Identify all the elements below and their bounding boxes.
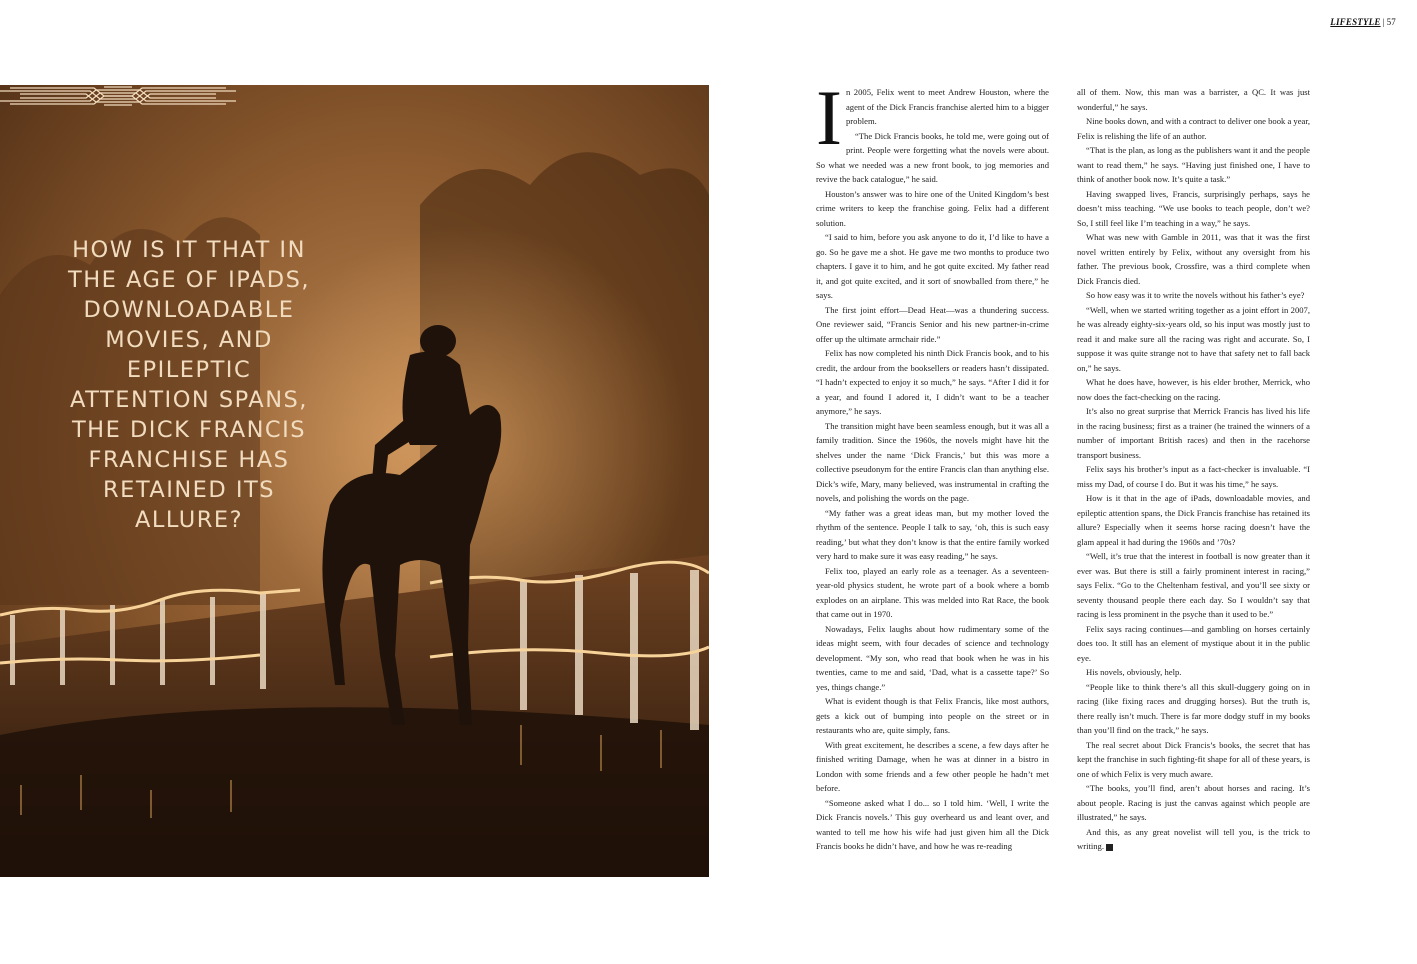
article-paragraph: Felix has now completed his ninth Dick Francis book, and to his credit, the ardour from the booksellers or readers hasn’t dissipated. “I hadn’t expected to enjoy it so much,” he says. “After I did it for a year, and found I adored it, I didn’t want to be a teacher anymore,” he says.: [816, 348, 1049, 416]
article-paragraph: What he does have, however, is his elder brother, Merrick, who now does the fact-checking on the racing.: [1077, 377, 1310, 402]
horse-rider-photo: [0, 85, 709, 877]
article-paragraph: The first joint effort—Dead Heat—was a thundering success. One reviewer said, “Francis Senior and his new partner-in-crime offer up the ultimate armchair ride.”: [816, 304, 1049, 344]
article-paragraph: The transition might have been seamless enough, but it was all a family tradition. Since the 1960s, the novels might have hit the shelves under the name ‘Dick Francis,’ but this was more a collective pseudonym for the entire Francis clan than anything else. Dick’s wife, Mary, many believed, was instrumental in crafting the novels, and polishing the words on the page.: [816, 420, 1049, 503]
paragraph-text: And this, as any great novelist will tell you, is the trick to writing.: [1077, 826, 1310, 851]
article-paragraph: [1077, 825, 1310, 854]
article-paragraph: Felix says his brother’s input as a fact-checker is invaluable. “I miss my Dad, of course I do. But it was his time,” he says.: [1077, 464, 1310, 489]
ornament-bottom: [0, 85, 236, 107]
paragraph-text: n 2005, Felix went to meet Andrew Houston, where the agent of the Dick Francis franchise alerted him to a bigger problem.: [845, 87, 1049, 126]
article-paragraph: It’s also no great surprise that Merrick Francis has lived his life in the racing business; first as a trainer (he trained the winners of a number of important British races) and then in the racehorse transport business.: [1077, 406, 1310, 460]
article-paragraph: “My father was a great ideas man, but my mother loved the rhythm of the sentence. People I talk to say, ‘oh, this is such easy reading,’ but what they don’t know is that the entire family worked very hard to make sure it was easy reading,” he says.: [816, 507, 1049, 561]
article-paragraph: What was new with Gamble in 2011, was that it was the first novel written entirely by Felix, without any oversight from his father. The previous book, Crossfire, was a third complete when Dick Francis died.: [1077, 232, 1310, 286]
article-paragraph: With great excitement, he describes a scene, a few days after he finished writing Damage, when he was at dinner in a bistro in London with some friends and a few other people he hadn’t met before.: [816, 739, 1049, 793]
pull-quote: HOW IS IT THAT IN THE AGE OF IPADS, DOWNLOADABLE MOVIES, AND EPILEPTIC ATTENTION SPANS, THE DICK FRANCIS FRANCHISE HAS RETAINED ITS ALLURE?: [67, 237, 311, 533]
article-paragraph: “The books, you’ll find, aren’t about horses and racing. It’s about people. Racing is just the canvas against which people are illustrated,” he says.: [1077, 783, 1310, 822]
article-paragraph: His novels, obviously, help.: [1086, 667, 1182, 677]
article-paragraph: How is it that in the age of iPads, downloadable movies, and epileptic attention spans, the Dick Francis franchise has retained its allure? Especially when it seems horse racing doesn’t have the glam appeal it had during the 1960s and ’70s?: [1077, 493, 1310, 547]
article-paragraph: “That is the plan, as long as the publishers want it and the people want to read them,” he says. “Having just finished one, I have to think of another book now. It’s quite a task.”: [1077, 145, 1310, 184]
article-paragraph: “People like to think there’s all this skull-duggery going on in racing (like fixing races and drugging horses). But the truth is, there really isn’t much. There is far more dodgy stuff in my books than you’ll find on the track,” he says.: [1077, 681, 1310, 735]
page-number: 57: [1386, 17, 1396, 27]
article-paragraph: Felix says racing continues—and gambling on horses certainly does too. It still has an element of mystique about it in the public eye.: [1077, 623, 1310, 663]
article-column-left: [816, 74, 1049, 854]
article-body: [816, 74, 1409, 885]
article-paragraph: Nine books down, and with a contract to deliver one book a year, Felix is relishing the life of an author.: [1077, 116, 1310, 141]
article-paragraph: Nowadays, Felix laughs about how rudimentary some of the ideas might seem, with four decades of science and technology development. “My son, who read that book when he was in his twenties, came to me and said, ‘Dad, what is a cassette tape?’ So yes, things change.”: [816, 623, 1049, 692]
article-paragraph: “I said to him, before you ask anyone to do it, I’d like to have a go. So he gave me a shot. He gave me two months to produce two chapters. I gave it to him, and he got quite excited. My father read it, and got quite excited, and it sort of snowballed from there,” he says.: [816, 232, 1049, 300]
header-separator: |: [1382, 17, 1385, 27]
article-paragraph: Houston’s answer was to hire one of the United Kingdom’s best crime writers to keep the franchise going. Felix had a different solution.: [816, 188, 1049, 228]
article-paragraph: “Someone asked what I do... so I told him. ‘Well, I write the Dick Francis novels.’ This guy overheard us and leant over, and wanted to tell me how his wife had just given him all the Dick Francis books he didn’t have, and how he was re-reading: [816, 797, 1049, 851]
article-paragraph: Felix too, played an early role as a teenager. As a seventeen-year-old physics student, he wrote part of a book where a bomb explodes on an airplane. This was melded into Rat Race, the book that came out in 1970.: [816, 565, 1049, 619]
drop-cap: I: [816, 74, 842, 161]
article-paragraph: “The Dick Francis books, he told me, were going out of print. People were forgetting what the novels were about. So what we needed was a new front book, to jog memories and revive the back catalogue,” he said.: [816, 130, 1049, 184]
article-paragraph: So how easy was it to write the novels without his father’s eye?: [1086, 290, 1305, 300]
article-paragraph: What is evident though is that Felix Francis, like most authors, gets a kick out of bumping into people on the street or in restaurants who are, quite simply, fans.: [816, 696, 1049, 735]
article-paragraph: all of them. Now, this man was a barrister, a QC. It was just wonderful,” he says.: [1077, 87, 1310, 112]
running-header: [1330, 17, 1396, 27]
article-column-right: [1077, 85, 1310, 854]
article-paragraph: “Well, it’s true that the interest in football is now greater than it ever was. But there is still a fairly prominent interest in racing,” says Felix. “Go to the Cheltenham festival, and you’ll see sixty or seventy thousand people there each day. So I wouldn’t say that racing is less prominent in the psyche than it used to be.”: [1077, 551, 1310, 619]
article-paragraph: Having swapped lives, Francis, surprisingly perhaps, says he doesn’t miss teaching. “We use books to teach people, don’t we? So, I still feel like I’m teaching in a way,” he says.: [1077, 188, 1310, 228]
article-paragraph: The real secret about Dick Francis’s books, the secret that has kept the franchise in such fighting-fit shape for all of these years, is one of which Felix is very much aware.: [1077, 739, 1310, 779]
end-mark-icon: [1106, 844, 1113, 851]
article-paragraph: “Well, when we started writing together as a joint effort in 2007, he was already eighty-six-years old, so his input was mostly just to read it and make sure all the racing was right and accurate. So, I suppose it was quite strange not to have that safety net to fall back on,” he says.: [1077, 304, 1310, 373]
section-name: LIFESTYLE: [1330, 17, 1381, 27]
